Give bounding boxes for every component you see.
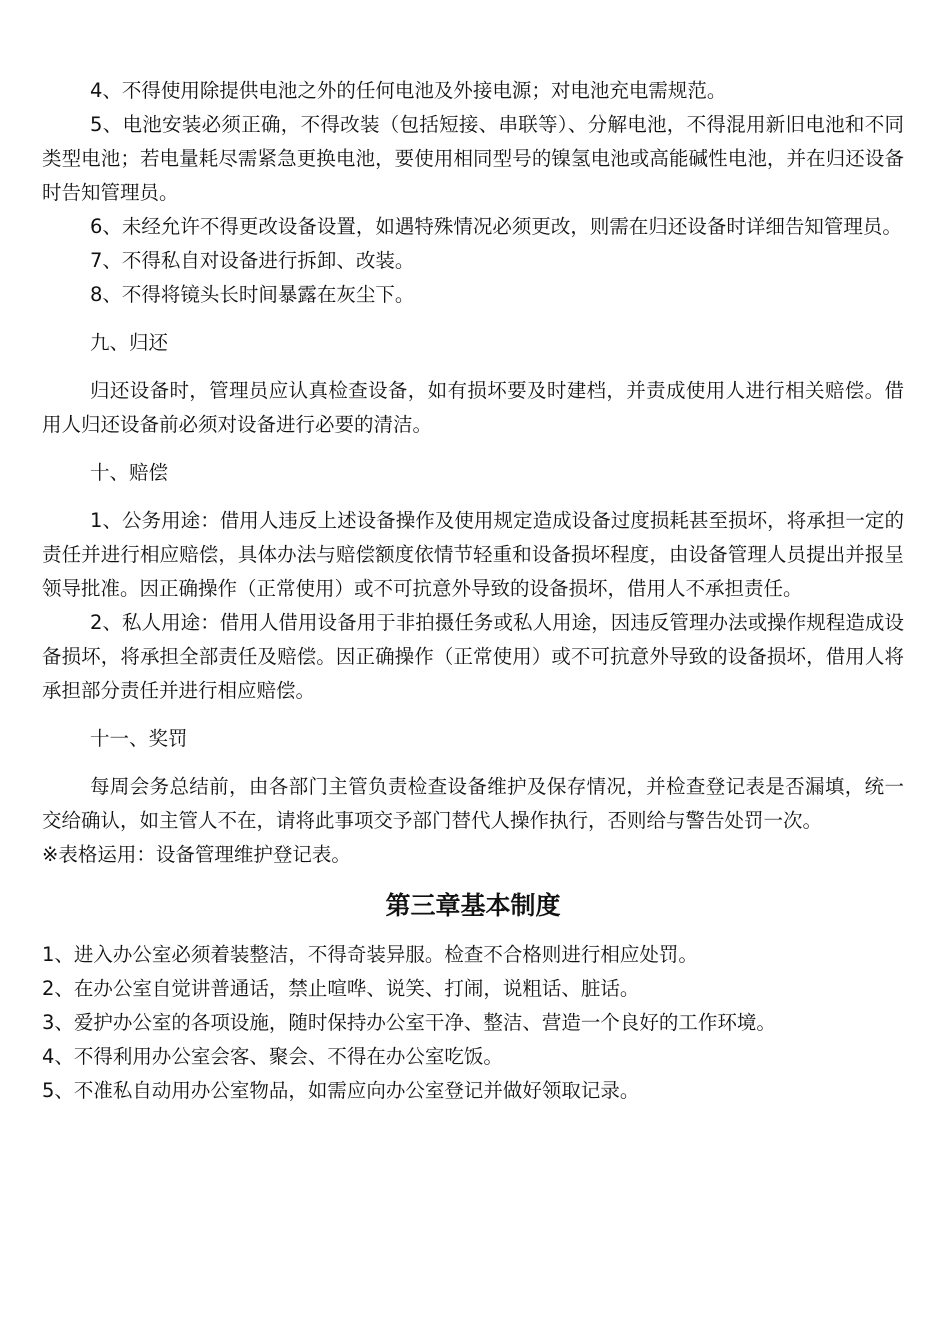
compensation-item-private: 2、私人用途：借用人借用设备用于非拍摄任务或私人用途，因违反管理办法或操作规程造成设备损坏，将承担全部责任及赔偿。因正确操作（正常使用）或不可抗意外导致的设备损坏，借用人将承担部分责任并进行相应赔偿。 xyxy=(42,611,904,702)
compensation-item-official: 1、公务用途：借用人违反上述设备操作及使用规定造成设备过度损耗甚至损坏，将承担一定的责任并进行相应赔偿，具体办法与赔偿额度依情节轻重和设备损坏程度，由设备管理人员提出并报呈领导批准。因正确操作（正常使用）或不可抗意外导致的设备损坏，借用人不承担责任。 xyxy=(42,509,904,600)
basic-rule-3: 3、爱护办公室的各项设施，随时保持办公室干净、整洁、营造一个良好的工作环境。 xyxy=(42,1011,776,1034)
section-heading-reward-penalty: 十一、奖罚 xyxy=(90,727,188,750)
section-body-return: 归还设备时，管理员应认真检查设备，如有损坏要及时建档，并责成使用人进行相关赔偿。借用人归还设备前必须对设备进行必要的清洁。 xyxy=(42,379,904,436)
rule-item-5: 5、电池安装必须正确，不得改装（包括短接、串联等）、分解电池，不得混用新旧电池和不同类型电池；若电量耗尽需紧急更换电池，要使用相同型号的镍氢电池或高能碱性电池，并在归还设备时告知管理员。 xyxy=(42,113,904,204)
rule-item-8: 8、不得将镜头长时间暴露在灰尘下。 xyxy=(90,283,415,306)
section-body-reward-penalty: 每周会务总结前，由各部门主管负责检查设备维护及保存情况，并检查登记表是否漏填，统一交给确认，如主管人不在，请将此事项交予部门替代人操作执行，否则给与警告处罚一次。 xyxy=(42,775,904,832)
basic-rule-2: 2、在办公室自觉讲普通话，禁止喧哗、说笑、打闹，说粗话、脏话。 xyxy=(42,977,640,1000)
rule-item-6: 6、未经允许不得更改设备设置，如遇特殊情况必须更改，则需在归还设备时详细告知管理员。 xyxy=(90,215,902,238)
document-page xyxy=(42,74,904,1108)
section-heading-compensation: 十、赔偿 xyxy=(90,461,169,484)
rule-item-7: 7、不得私自对设备进行拆卸、改装。 xyxy=(90,249,415,272)
basic-rule-1: 1、进入办公室必须着装整洁，不得奇装异服。检查不合格则进行相应处罚。 xyxy=(42,943,698,966)
basic-rule-4: 4、不得利用办公室会客、聚会、不得在办公室吃饭。 xyxy=(42,1045,503,1068)
form-usage-note: ※表格运用：设备管理维护登记表。 xyxy=(42,843,351,866)
section-heading-return: 九、归还 xyxy=(90,331,169,354)
chapter-title: 第三章基本制度 xyxy=(385,891,561,920)
basic-rule-5: 5、不准私自动用办公室物品，如需应向办公室登记并做好领取记录。 xyxy=(42,1079,640,1102)
rule-item-4: 4、不得使用除提供电池之外的任何电池及外接电源；对电池充电需规范。 xyxy=(90,79,727,102)
